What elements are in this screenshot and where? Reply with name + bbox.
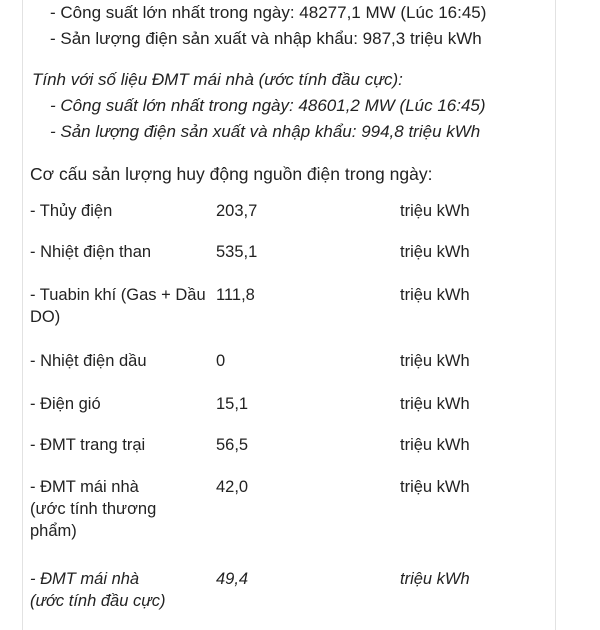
- source-value: 203,7: [216, 202, 258, 220]
- source-value: 111,8: [216, 286, 255, 304]
- source-value: 42,0: [216, 478, 249, 496]
- structure-heading: Cơ cấu sản lượng huy động nguồn điện trong ngày:: [30, 164, 433, 184]
- rooftop-output-text: - Sản lượng điện sản xuất và nhập khẩu: 994,8 triệu kWh: [50, 122, 481, 141]
- output-text: - Sản lượng điện sản xuất và nhập khẩu: 987,3 triệu kWh: [50, 29, 482, 48]
- source-unit: triệu kWh: [400, 395, 470, 413]
- source-label: - Tuabin khí (Gas + Dầu DO): [30, 286, 206, 326]
- source-unit: triệu kWh: [400, 352, 470, 370]
- source-unit: triệu kWh: [400, 202, 470, 220]
- source-label: - ĐMT trang trại: [30, 436, 146, 454]
- source-unit: triệu kWh: [400, 478, 470, 496]
- source-label: - Điện gió: [30, 395, 101, 413]
- source-value: 56,5: [216, 436, 249, 454]
- source-unit: triệu kWh: [400, 286, 470, 304]
- source-value: 535,1: [216, 243, 258, 261]
- source-label: - Thủy điện: [30, 202, 113, 220]
- rooftop-heading: Tính với số liệu ĐMT mái nhà (ước tính đầu cực):: [32, 70, 403, 89]
- source-unit: triệu kWh: [400, 570, 470, 588]
- source-label: - Nhiệt điện than: [30, 243, 152, 261]
- source-label: - ĐMT mái nhà (ước tính thương phẩm): [30, 478, 157, 540]
- source-value: 49,4: [216, 570, 249, 588]
- source-unit: triệu kWh: [400, 436, 470, 454]
- source-label: - Nhiệt điện dầu: [30, 352, 147, 370]
- source-label: - ĐMT mái nhà (ước tính đầu cực): [30, 570, 166, 610]
- source-value: 15,1: [216, 395, 249, 413]
- max-capacity-text: - Công suất lớn nhất trong ngày: 48277,1 MW (Lúc 16:45): [50, 3, 487, 22]
- source-unit: triệu kWh: [400, 243, 470, 261]
- source-value: 0: [216, 352, 226, 370]
- rooftop-max-capacity-text: - Công suất lớn nhất trong ngày: 48601,2 MW (Lúc 16:45): [50, 96, 486, 115]
